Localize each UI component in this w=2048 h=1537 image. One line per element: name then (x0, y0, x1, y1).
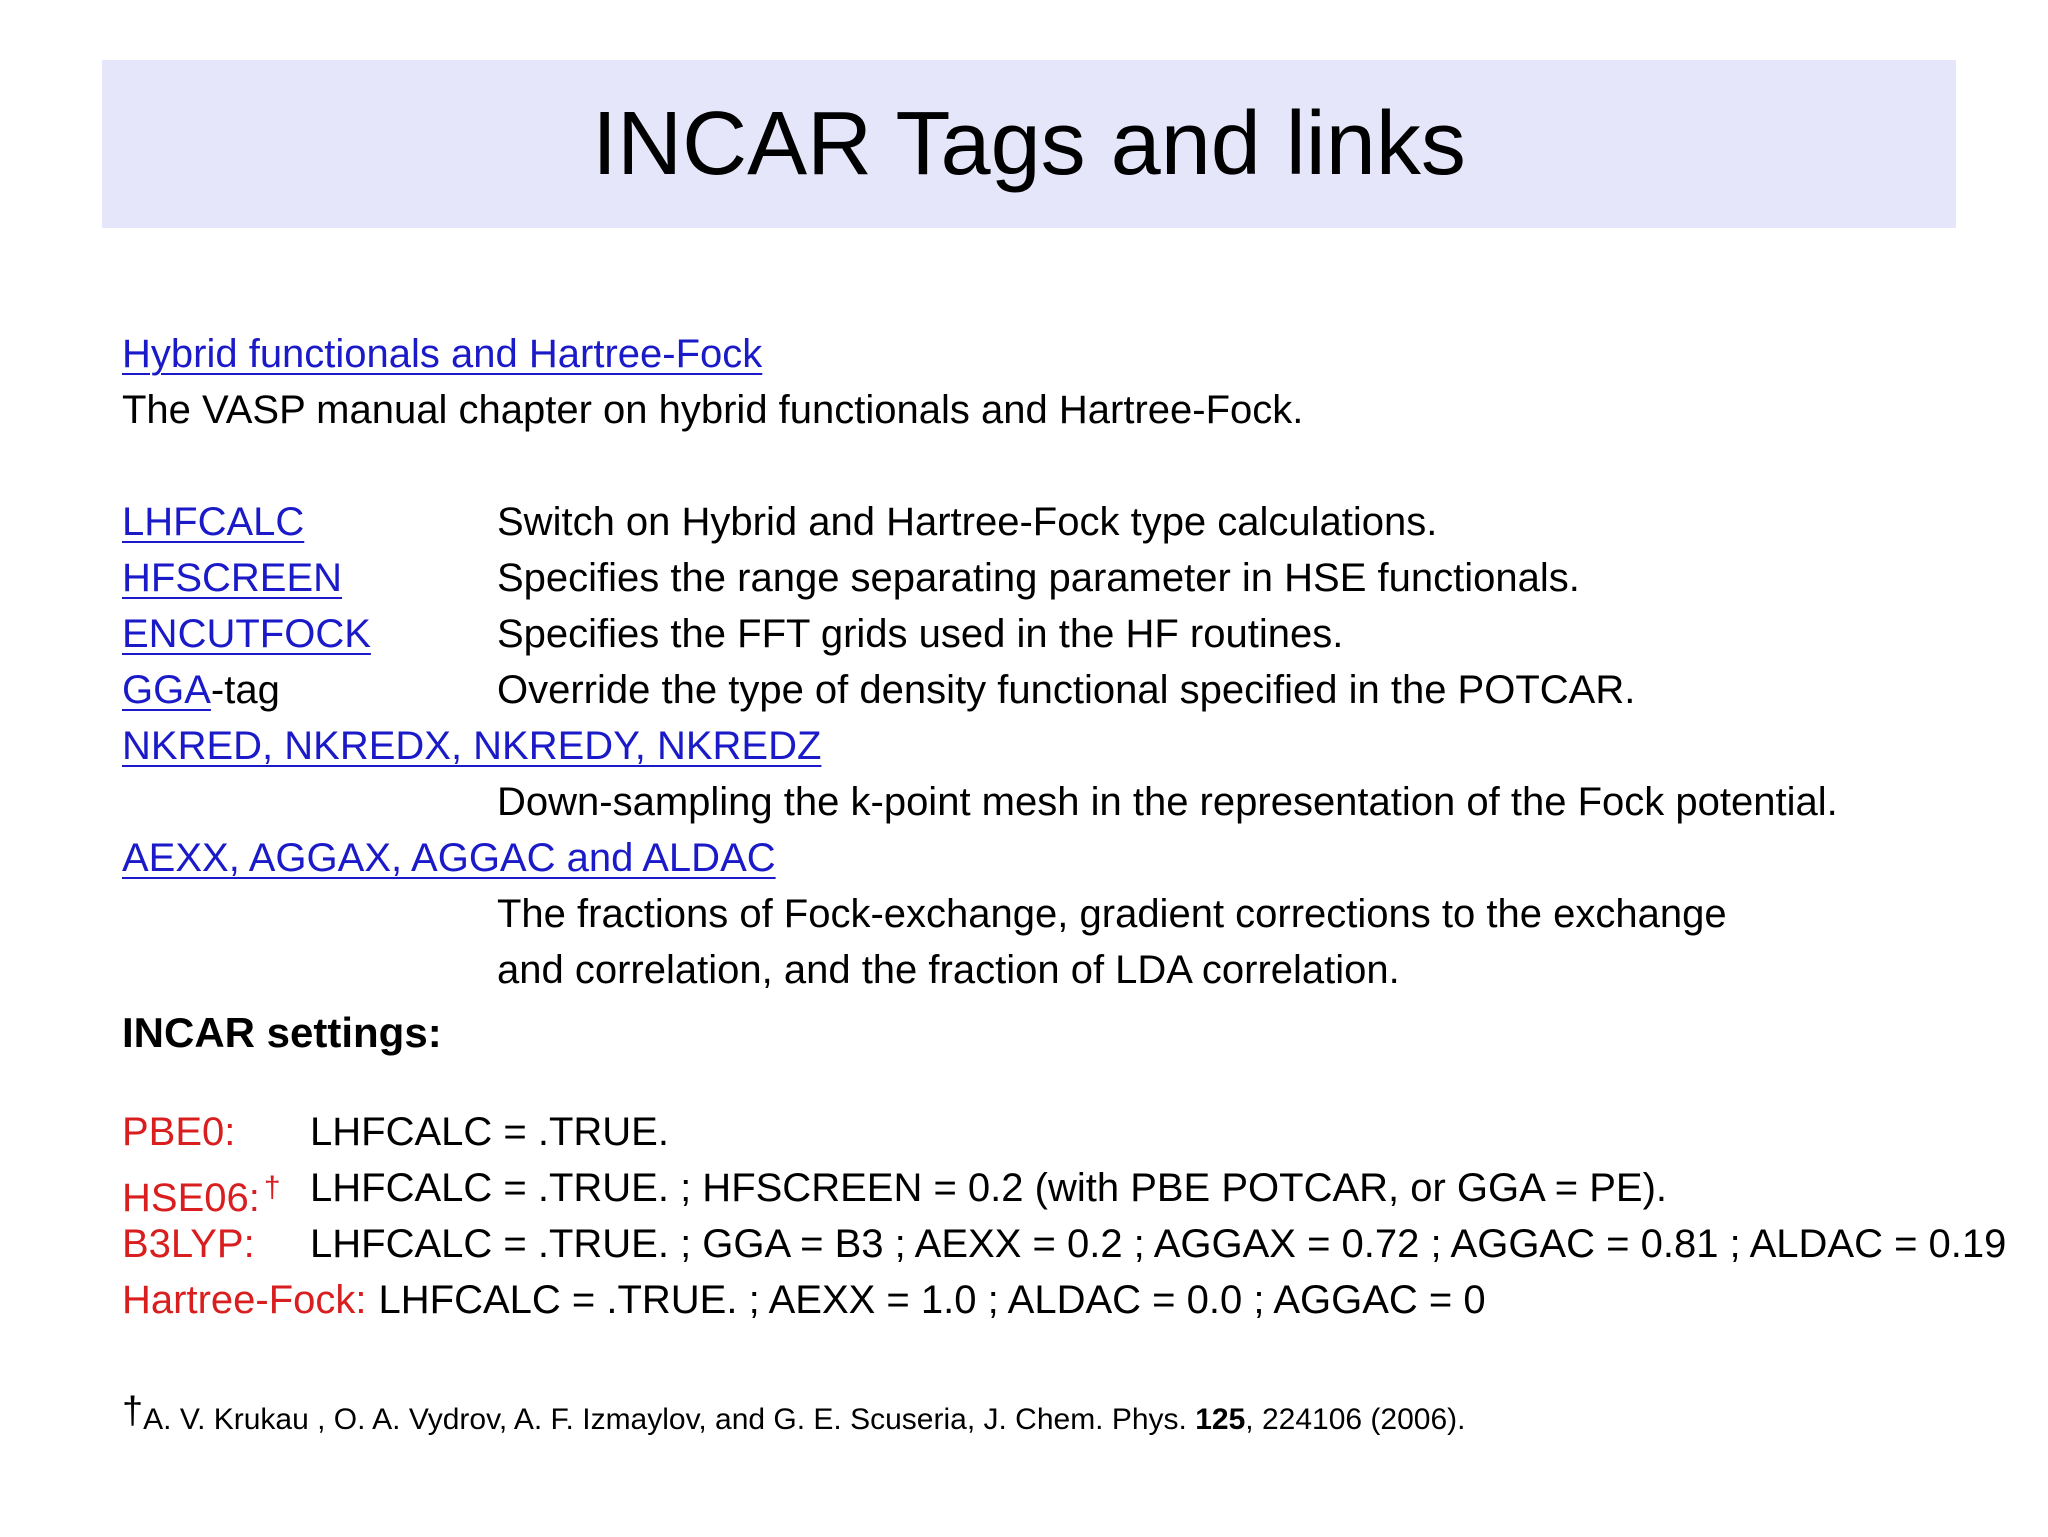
encutfock-link[interactable]: ENCUTFOCK (122, 612, 371, 656)
tag-row-hfscreen (122, 550, 2022, 606)
footnote (122, 1390, 1465, 1437)
nkred-link-line (122, 718, 2022, 774)
hybrid-functionals-link[interactable]: Hybrid functionals and Hartree-Fock (122, 332, 763, 376)
tag-description: Override the type of density functional specified in the POTCAR. (497, 668, 1636, 712)
setting-value: LHFCALC = .TRUE. ; AEXX = 1.0 ; ALDAC = 0.0 ; AGGAC = 0 (378, 1278, 1486, 1322)
gga-link[interactable]: GGA (122, 668, 211, 712)
setting-row-hse06 (122, 1160, 2022, 1220)
footnote-authors: A. V. Krukau , O. A. Vydrov, A. F. Izmaylov, and G. E. Scuseria, J. Chem. Phys. (143, 1403, 1196, 1436)
content (122, 326, 2022, 1328)
dagger-mark: † (263, 1171, 281, 1204)
aexx-description-line1: The fractions of Fock-exchange, gradient corrections to the exchange (497, 892, 1727, 936)
setting-row-b3lyp (122, 1216, 2022, 1272)
tag-row-encutfock (122, 606, 2022, 662)
hfscreen-link[interactable]: HFSCREEN (122, 556, 343, 600)
aexx-link[interactable]: AEXX, AGGAX, AGGAC and ALDAC (122, 836, 776, 880)
setting-name: B3LYP: (122, 1222, 255, 1266)
intro-link-line (122, 326, 2022, 382)
setting-name: HSE06: † (122, 1171, 281, 1220)
setting-name: Hartree-Fock: (122, 1278, 367, 1322)
setting-name: PBE0: (122, 1110, 236, 1154)
setting-row-hartree-fock (122, 1272, 2022, 1328)
gga-tag-suffix: -tag (210, 668, 280, 712)
page-title: INCAR Tags and links (592, 93, 1466, 194)
footnote-dagger: † (122, 1390, 144, 1432)
spacer (122, 438, 2022, 494)
aexx-link-line (122, 830, 2022, 886)
title-band (102, 60, 1956, 228)
nkred-description: Down-sampling the k-point mesh in the representation of the Fock potential. (497, 780, 1838, 824)
footnote-volume: 125 (1195, 1403, 1246, 1436)
nkred-link[interactable]: NKRED, NKREDX, NKREDY, NKREDZ (122, 724, 822, 768)
setting-value: LHFCALC = .TRUE. (310, 1110, 669, 1154)
lhfcalc-link[interactable]: LHFCALC (122, 500, 305, 544)
setting-value: LHFCALC = .TRUE. ; HFSCREEN = 0.2 (with PBE POTCAR, or GGA = PE). (310, 1166, 1668, 1210)
footnote-rest: , 224106 (2006). (1245, 1403, 1466, 1436)
setting-row-pbe0 (122, 1104, 2022, 1160)
tag-row-gga (122, 662, 2022, 718)
settings-list (122, 1104, 2022, 1328)
setting-value: LHFCALC = .TRUE. ; GGA = B3 ; AEXX = 0.2 ; AGGAX = 0.72 ; AGGAC = 0.81 ; ALDAC = 0.19 (310, 1222, 2007, 1266)
tag-description: Specifies the range separating parameter in HSE functionals. (497, 556, 1580, 600)
intro-description: The VASP manual chapter on hybrid functionals and Hartree-Fock. (122, 388, 1304, 432)
tag-row-lhfcalc (122, 494, 2022, 550)
tag-description: Specifies the FFT grids used in the HF routines. (497, 612, 1344, 656)
aexx-description-line2: and correlation, and the fraction of LDA correlation. (497, 948, 1400, 992)
incar-settings-heading: INCAR settings: (122, 1009, 442, 1056)
tag-description: Switch on Hybrid and Hartree-Fock type calculations. (497, 500, 1438, 544)
